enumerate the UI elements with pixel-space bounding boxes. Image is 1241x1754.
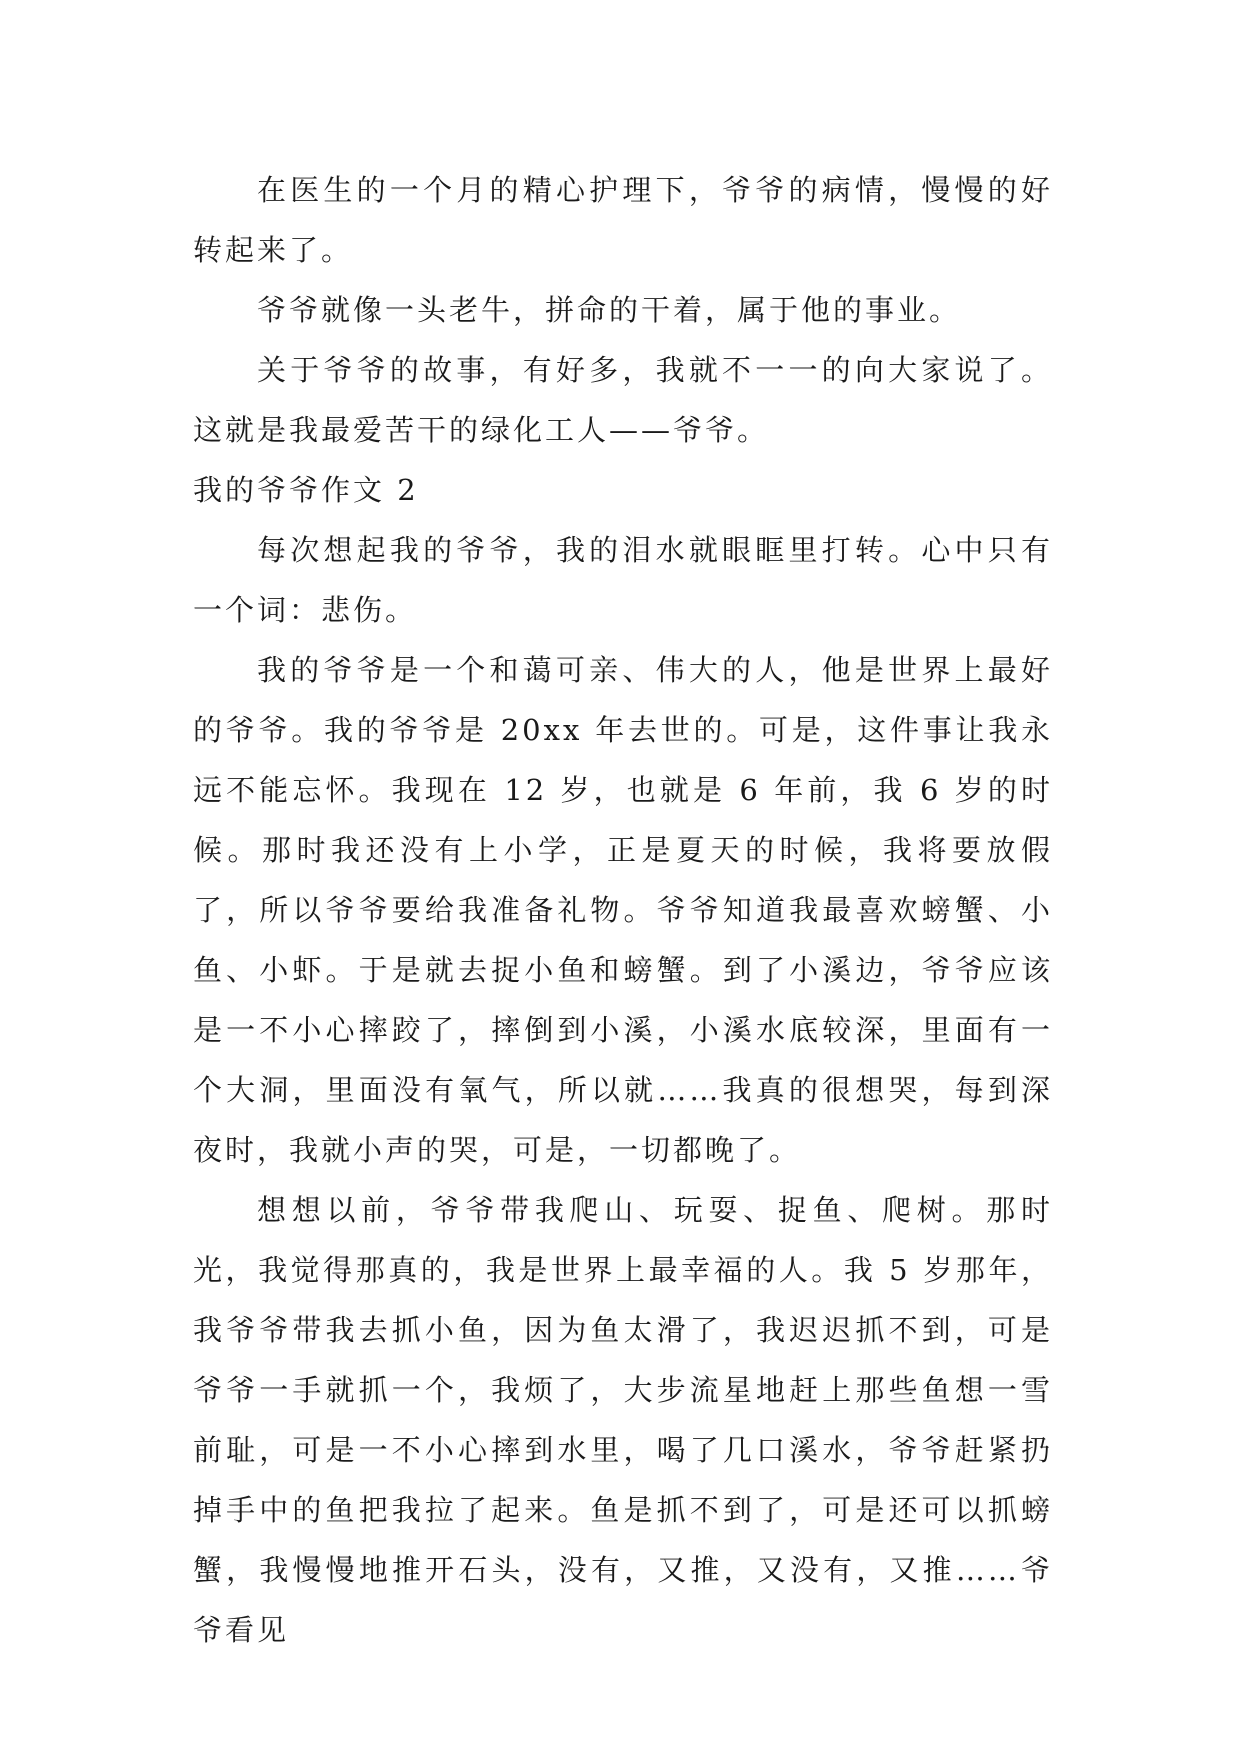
- paragraph-1: 在医生的一个月的精心护理下，爷爷的病情，慢慢的好转起来了。: [193, 173, 1053, 267]
- paragraph-6: 想想以前，爷爷带我爬山、玩耍、捉鱼、爬树。那时光，我觉得那真的，我是世界上最幸福的人。我 5 岁那年，我爷爷带我去抓小鱼，因为鱼太滑了，我迟迟抓不到，可是爷爷一手就抓一个，我烦了，大步流星地赶上那些鱼想一雪前耻，可是一不小心摔到水里，喝了几口溪水，爷爷赶紧扔掉手中的鱼把我拉了起来。鱼是抓不到了，可是还可以抓螃蟹，我慢慢地推开石头，没有，又推，又没有，又推……爷爷看见: [193, 1193, 1053, 1647]
- paragraph-2: 爷爷就像一头老牛，拼命的干着，属于他的事业。: [257, 293, 962, 327]
- paragraph-4: 每次想起我的爷爷，我的泪水就眼眶里打转。心中只有一个词：悲伤。: [193, 533, 1053, 627]
- section-title: 我的爷爷作文 2: [193, 473, 419, 507]
- paragraph-3: 关于爷爷的故事，有好多，我就不一一的向大家说了。这就是我最爱苦干的绿化工人——爷爷。: [193, 353, 1053, 447]
- paragraph-5: 我的爷爷是一个和蔼可亲、伟大的人，他是世界上最好的爷爷。我的爷爷是 20xx 年去世的。可是，这件事让我永远不能忘怀。我现在 12 岁，也就是 6 年前，我 6 岁的时候。那时我还没有上小学，正是夏天的时候，我将要放假了，所以爷爷要给我准备礼物。爷爷知道我最喜欢螃蟹、小鱼、小虾。于是就去捉小鱼和螃蟹。到了小溪边，爷爷应该是一不小心摔跤了，摔倒到小溪，小溪水底较深，里面有一个大洞，里面没有氧气，所以就……我真的很想哭，每到深夜时，我就小声的哭，可是，一切都晚了。: [193, 653, 1053, 1167]
- document-body: [193, 160, 1053, 1660]
